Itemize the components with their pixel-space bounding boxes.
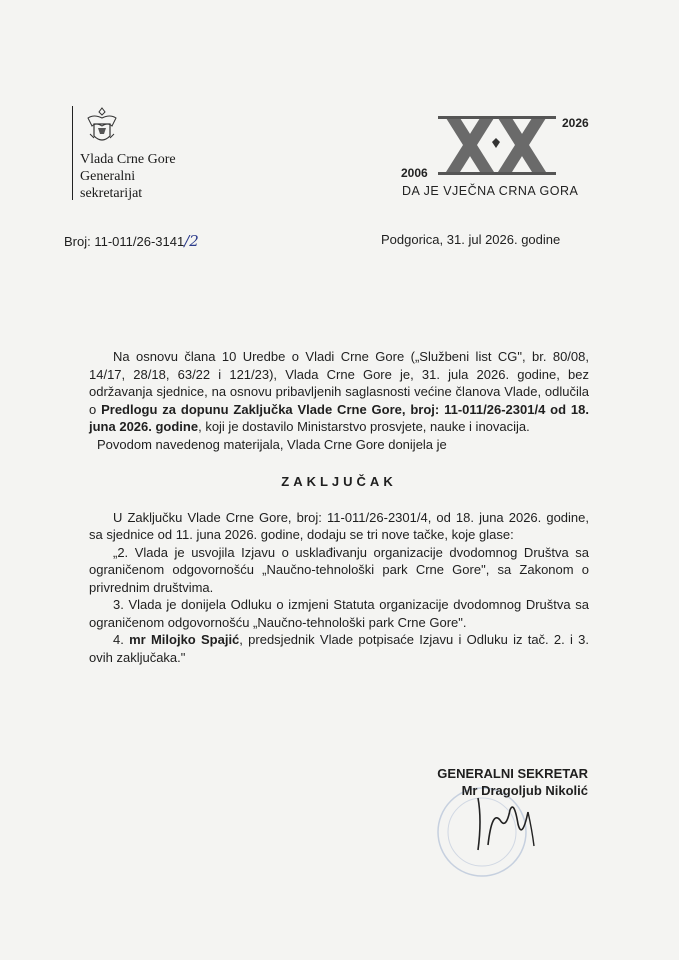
conclusion-item-4-name: mr Milojko Spajić xyxy=(129,632,240,647)
conclusion-item-3 xyxy=(89,596,589,631)
intro-text-b: , koji je dostavilo Ministarstvo prosvjete, nauke i inovacija. xyxy=(198,419,530,434)
conclusion-item-4-prefix: 4. xyxy=(113,632,130,647)
intro-paragraph-2 xyxy=(89,436,589,454)
issuer-line-3: sekretarijat xyxy=(80,186,143,201)
conclusion-item-2 xyxy=(89,544,589,597)
handwritten-signature-icon xyxy=(448,790,568,860)
place-date: Podgorica, 31. jul 2026. godine xyxy=(381,232,561,247)
document-number-text: Broj: 11-011/26-3141 xyxy=(64,234,185,249)
decision-title: ZAKLJUČAK xyxy=(281,474,397,489)
issuer-block xyxy=(80,151,176,202)
coat-of-arms-icon xyxy=(82,104,122,148)
document-number-handwritten: /2 xyxy=(184,232,199,250)
intro-text-a: Na osnovu člana 10 Uredbe o Vladi Crne Gore („Službeni list CG", br. 80/08, 14/17, 28/18, 63/22 i 121/23), Vlada Crne Gore je, 31. jula 2026. godine, bez održavanja sjednice, na osnovu pribavljenih saglasnosti većine članova Vlade, odlučila o xyxy=(89,349,589,417)
header-divider xyxy=(72,106,73,200)
intro-subject: Predlogu za dopunu Zaključka Vlade Crne Gore, broj: 11-011/26-2301/4 od 18. juna 2026. godine xyxy=(89,401,589,434)
logo-year-start: 2006 xyxy=(401,166,428,180)
conclusion-item-2-text: „2. Vlada je usvojila Izjavu o usklađivanju organizacije dvodomnog Društva sa ograničenom odgovornošću „Naučno-tehnološki park Crne Gore", sa Zakonom o privrednim društvima. xyxy=(89,544,589,595)
signatory-name: Mr Dragoljub Nikolić xyxy=(461,783,588,798)
signatory-role: GENERALNI SEKRETAR xyxy=(437,766,588,781)
issuer-line-1: Vlada Crne Gore xyxy=(80,152,176,167)
conclusion-lead xyxy=(89,509,589,544)
intro-text-2: Povodom navedenog materijala, Vlada Crne Gore donijela je xyxy=(97,436,447,452)
document-body xyxy=(89,348,589,666)
conclusion-lead-text: U Zaključku Vlade Crne Gore, broj: 11-011/26-2301/4, od 18. juna 2026. godine, sa sjednice od 11. juna 2026. godine, dodaju se tri nove tačke, koje glase: xyxy=(89,509,589,542)
conclusion-item-4-text: , predsjednik Vlade potpisaće Izjavu i Odluku iz tač. 2. i 3. ovih zaključaka." xyxy=(89,632,589,665)
document-number xyxy=(64,232,199,250)
conclusion-item-4 xyxy=(89,631,589,666)
intro-paragraph xyxy=(89,348,589,436)
logo-tagline: DA JE VJEČNA CRNA GORA xyxy=(402,184,579,198)
logo-year-end: 2026 xyxy=(562,116,589,130)
conclusion-item-3-text: 3. Vlada je donijela Odluku o izmjeni Statuta organizacije dvodomnog Društva sa ograničenom odgovornošću „Naučno-tehnološki park Crne Gore". xyxy=(89,597,589,630)
issuer-line-2: Generalni xyxy=(80,169,136,184)
